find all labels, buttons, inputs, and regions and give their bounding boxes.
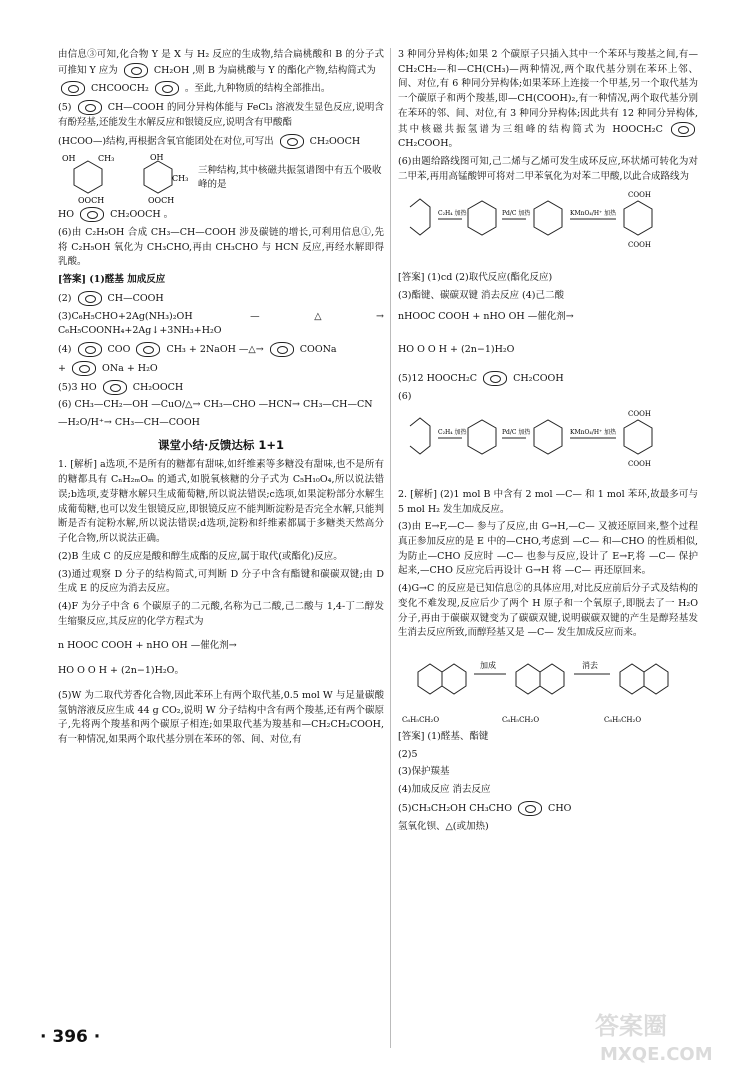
answer-line <box>58 342 384 358</box>
paragraph: (4)G→C 的反应是已知信息②的具体应用,对比反应前后分子式及结构的变化不难发现,反应后少了两个 H 原子和一个氧原子,即脱去了一 H₂O 分子,再由于碳碳双键变为了碳碳双键,说明碳碳双键的产生是醇羟基发生消去反应所致,而醇羟基又是 —C— 发生加成反应而来。 <box>398 583 698 639</box>
answer-line: (3)酯键、碳碳双键 消去反应 (4)己二酸 <box>398 290 564 302</box>
substituent-label: C₆H₅CH₂O <box>604 715 642 724</box>
text: CH₂OOCH 。 <box>110 209 174 221</box>
text: (5)CH₃CH₂OH CH₃CHO <box>398 802 512 814</box>
text: ONa + H₂O <box>102 362 158 374</box>
text: CHO <box>548 802 572 814</box>
paragraph <box>58 207 384 223</box>
text: (2) <box>58 292 72 304</box>
column-divider <box>390 48 391 1048</box>
equation: HO O O H + (2n−1)H₂O <box>398 343 515 355</box>
answer-line: [答案] (1)cd (2)取代反应(酯化反应) <box>398 272 553 284</box>
synthesis-route-diagram <box>398 408 688 486</box>
text: CH₂OH ,则 B 为扁桃酸与 Y 的酯化产物,结构简式为 <box>153 64 376 76</box>
answer-line <box>58 291 384 307</box>
svg-text:MXQE.COM: MXQE.COM <box>600 1044 713 1065</box>
benzene-ring-icon <box>78 291 102 306</box>
reaction-scheme-diagram <box>398 644 698 728</box>
text: HO <box>80 381 97 393</box>
text: (5)12 HOOCH₂C <box>398 373 478 385</box>
group-label: COOH <box>628 241 651 250</box>
benzene-ring-icon <box>78 100 102 115</box>
benzene-ring-icon <box>270 342 294 357</box>
answer-line: [答案] (1)醛基 加成反应 <box>58 274 166 286</box>
arrow-label: 加成 <box>480 660 496 670</box>
benzene-ring-icon <box>518 801 542 816</box>
paragraph: (3)由 E→F,—C— 参与了反应,由 G→H,—C— 又被还原回来,整个过程真正参加反应的是 E 中的—CHO,考虑到 —C— 和—CHO 的性质相似,为防止—CHO 反应时 —C— 也参与反应,设计了 E→F,将 —C— 保护起来,—CHO 反应完后再设计 G→H 将 —C— 再还原回来。 <box>398 521 698 577</box>
answer-line: [答案] (1)醛基、酯键 <box>398 730 489 742</box>
text: COONa <box>299 344 337 356</box>
paragraph: (3)通过观察 D 分子的结构简式,可判断 D 分子中含有酯键和碳碳双键;由 D 生成 E 的反应为消去反应。 <box>58 568 384 595</box>
text: CH₂OOCH <box>132 381 184 393</box>
arrow-label: KMnO₄/H⁺ 加热 <box>570 210 617 218</box>
text: CH—COOH 的同分异构体能与 FeCl₃ 溶液发生显色反应,说明含有酚羟基,还能发生水解反应和银镜反应,说明含有甲酸酯 <box>58 102 384 128</box>
answer-line <box>398 801 698 817</box>
answer-line: (3)保护羰基 <box>398 766 450 778</box>
watermark-logo <box>590 1006 740 1066</box>
structure-row <box>58 152 384 204</box>
svg-text:OH: OH <box>150 153 164 163</box>
paragraph: 2. [解析] (2)1 mol B 中含有 2 mol —C— 和 1 mol 苯环,故最多可与 5 mol H₂ 发生加成反应。 <box>398 488 698 515</box>
text: CH—COOH <box>107 292 164 304</box>
group-label: COOH <box>628 191 651 200</box>
benzene-ring-icon <box>78 342 102 357</box>
answer-line: —H₂O/H⁺→ CH₃—CH—COOH <box>58 416 200 428</box>
answer-line: (2)5 <box>398 748 418 760</box>
benzene-ring-icon <box>280 134 304 149</box>
substituent-label: C₆H₅CH₂O <box>402 715 440 724</box>
text: CH₃ + 2NaOH —△→ <box>166 344 264 356</box>
benzene-ring-icon <box>483 371 507 386</box>
svg-text:OH: OH <box>62 154 76 164</box>
answer-line <box>398 371 698 387</box>
benzene-ring-icon <box>671 122 695 137</box>
page-number: · 396 · <box>40 1026 101 1047</box>
benzene-ring-icon <box>136 342 160 357</box>
text: CH₂OOCH <box>309 135 361 147</box>
paragraph <box>58 134 384 150</box>
equation: n HOOC COOH + nHO OH —催化剂→ <box>58 640 237 652</box>
right-column <box>398 48 698 837</box>
benzene-ring-icon <box>72 361 96 376</box>
text: HO <box>58 209 75 221</box>
text: + <box>58 362 66 374</box>
paragraph <box>398 48 698 152</box>
arrow-label: C₂H₄ 加热 <box>438 428 467 436</box>
paragraph <box>58 81 384 97</box>
text: 三种结构,其中核磁共振氢谱图中有五个吸收峰的是 <box>198 164 382 191</box>
answer-line: (6) <box>398 391 412 403</box>
answer-line <box>58 380 384 396</box>
benzene-ring-icon <box>124 63 148 78</box>
arrow-label: KMnO₄/H⁺ 加热 <box>570 428 617 436</box>
text: CHCOOCH₂ <box>91 83 149 95</box>
arrow-label: Pd/C 加热 <box>502 210 531 218</box>
paragraph: (6)由 C₂H₅OH 合成 CH₃—CH—COOH 涉及碳链的增长,可利用信息①,先将 C₂H₅OH 氧化为 CH₃CHO,再由 CH₃CHO 与 HCN 反应,再经水解即得乳酸。 <box>58 227 384 268</box>
group-label: COOH <box>628 409 651 418</box>
paragraph: 1. [解析] a选项,不是所有的糖都有甜味,如纤维素等多糖没有甜味,也不是所有的糖都具有 CₙH₂ₘOₘ 的通式,如脱氧核糖的分子式为 C₅H₁₀O₄,所以说法错误;b选项,麦芽糖水解只生成葡萄糖,所以说法错误;c选项,如果淀粉部分水解生成葡萄糖,也可以发生银镜反应,即银镜反应不能判断淀粉是否完全水解,只能判断是否有淀粉水解,所以说法错误;d选项,淀粉和纤维素都属于多糖类天然高分子化合物,所以说法正确。 <box>58 459 384 545</box>
text: (HCOO—)结构,再根据含氧官能团处在对位,可写出 <box>58 135 274 147</box>
text: 由信息③可知,化合物 Y 是 X 与 H₂ 反应的生成物,结合扁桃酸和 B 的分子式可推知 Y 应为 <box>58 49 384 76</box>
arrow-label: C₂H₄ 加热 <box>438 210 467 218</box>
group-label: COOH <box>628 459 651 468</box>
answer-line: 氢氧化钡、△(或加热) <box>398 820 489 832</box>
equation: nHOOC COOH + nHO OH —催化剂→ <box>398 310 574 322</box>
svg-text:CH₃: CH₃ <box>98 154 115 164</box>
text: (4) <box>58 344 72 356</box>
paragraph <box>58 100 384 130</box>
text: CH₂COOH。 <box>398 138 458 150</box>
paragraph: (4)F 为分子中含 6 个碳原子的二元酸,名称为己二酸,己二酸与 1,4-丁二醇发生缩聚反应,其反应的化学方程式为 <box>58 600 384 627</box>
arrow-label: Pd/C 加热 <box>502 428 531 436</box>
benzene-ring-icon <box>61 81 85 96</box>
svg-text:OOCH: OOCH <box>78 196 105 204</box>
answer-line: (4)加成反应 消去反应 <box>398 784 491 796</box>
svg-text:OOCH: OOCH <box>148 196 175 204</box>
paragraph: (5)W 为二取代芳香化合物,因此苯环上有两个取代基,0.5 mol W 与足量碳酸氢钠溶液反应生成 44 g CO₂,说明 W 分子结构中含有两个羧基,还有两个碳原子,先将两个羧基和两个碳原子相连;如果取代基为羧基和—CH₂CH₂COOH,有一种情况,如果两个取代基分别在苯环的邻、间、对位,有 <box>58 689 384 745</box>
text: 。至此,九种物质的结构全部推出。 <box>184 83 331 95</box>
benzene-ring-icon <box>80 207 104 222</box>
text: COO <box>107 344 131 356</box>
structure-diagram-icon <box>128 153 188 203</box>
text: (5)3 <box>58 381 78 393</box>
svg-text:答案圈: 答案圈 <box>595 1012 667 1040</box>
section-heading: 课堂小结·反馈达标 1+1 <box>157 437 284 452</box>
answer-line: (3)C₆H₅CHO+2Ag(NH₃)₂OH —△→ C₆H₅COONH₄+2Ag↓+3NH₃+H₂O <box>58 310 384 337</box>
answer-line <box>58 361 384 377</box>
synthesis-route-diagram <box>398 187 688 269</box>
text: (5) <box>58 102 72 114</box>
svg-text:CH₃: CH₃ <box>172 174 188 184</box>
benzene-ring-icon <box>155 81 179 96</box>
arrow-label: 消去 <box>582 660 598 670</box>
paragraph: (2)B 生成 C 的反应是酸和醇生成酯的反应,属于取代(或酯化)反应。 <box>58 550 343 562</box>
paragraph: (6)由题给路线图可知,己二烯与乙烯可发生成环反应,环状烯可转化为对二甲苯,再用高锰酸钾可将对二甲苯氧化为对苯二甲酸,以此合成路线为 <box>398 156 698 182</box>
equation: HO O O H + (2n−1)H₂O。 <box>58 665 184 677</box>
left-column <box>58 48 384 751</box>
substituent-label: C₆H₅CH₂O <box>502 715 540 724</box>
text: CH₂COOH <box>513 373 564 385</box>
structure-diagram-icon <box>58 153 118 203</box>
benzene-ring-icon <box>103 380 127 395</box>
text: 3 种同分异构体;如果 2 个碳原子只插入其中一个苯环与羧基之间,有—CH₂CH₂—和—CH(CH₃)—两种情况,两个取代基分别在苯环上邻、间、对位,有 6 种同分异构体;如果苯环上连接一个甲基,另一个取代基为一个碳原子和两个羧基,即—CH(COOH)₂,有一种情况,两个取代基分别在苯环的邻、间、对位,有 3 种同分异构体;因此共有 12 种同分异构体,其中核磁共振氢谱为三组峰的结构简式为 HOOCH₂C <box>398 49 698 135</box>
paragraph <box>58 48 384 78</box>
answer-line: (6) CH₃—CH₂—OH —CuO/△→ CH₃—CHO —HCN→ CH₃—CH—CN <box>58 399 373 411</box>
